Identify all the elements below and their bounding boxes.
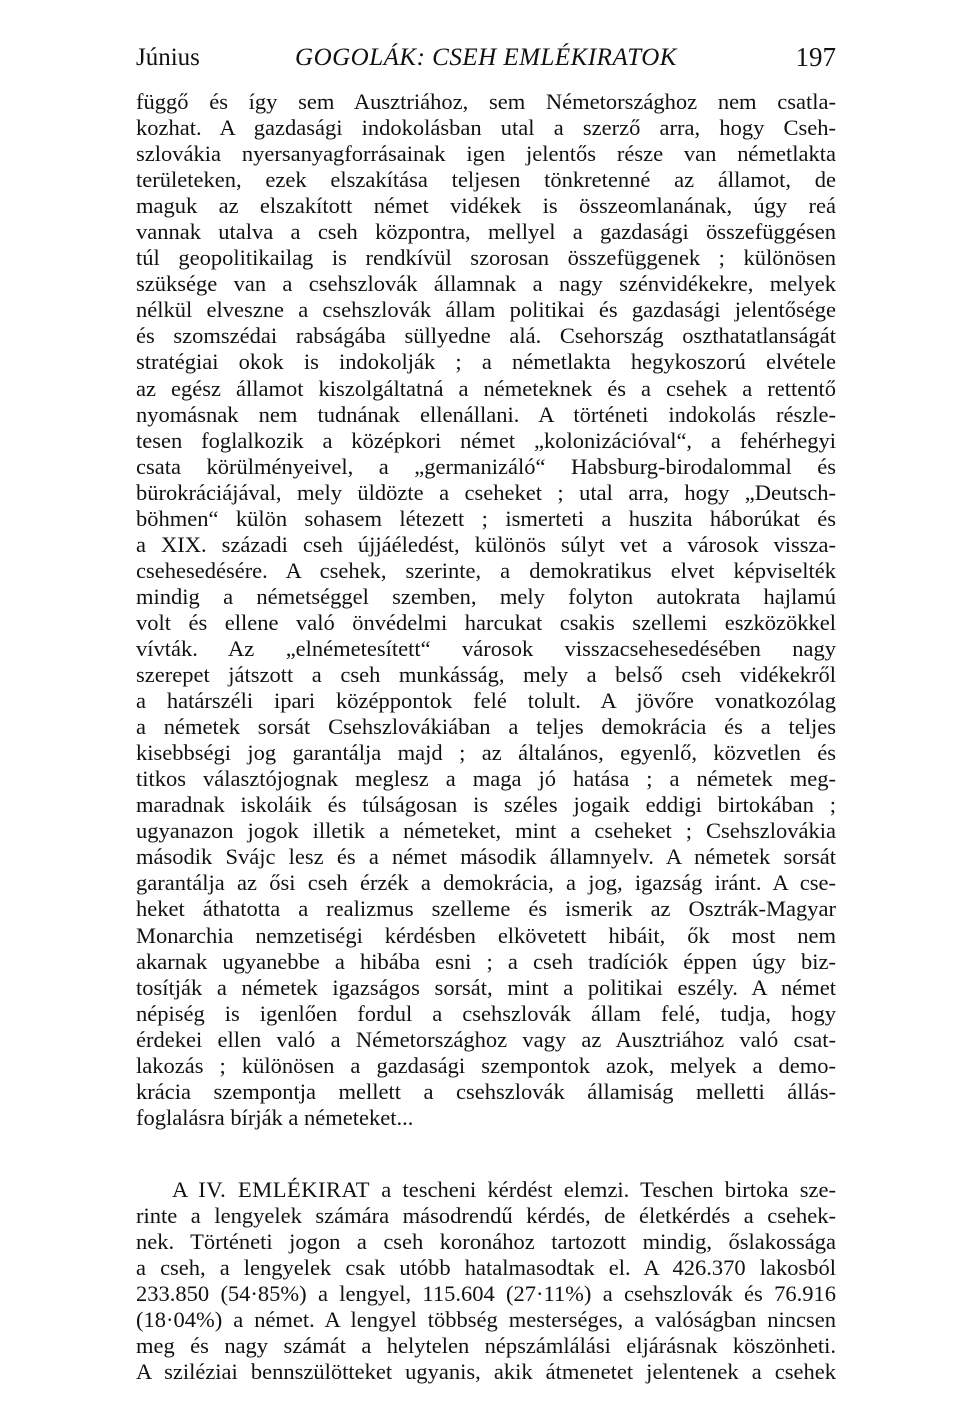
text-line: a németek sorsát Csehszlovákiában a teljes demokrácia és a teljes (136, 714, 836, 740)
text-line: és szomszédai rabságába süllyedne alá. Csehország oszthatatlanságát (136, 323, 836, 349)
text-line: heket áthatotta a realizmus szelleme és ismerik az Osztrák-Magyar (136, 896, 836, 922)
text-line: garantálja az ősi cseh érzék a demokrácia, a jog, igazság iránt. A cse- (136, 870, 836, 896)
text-line: függő és így sem Ausztriához, sem Németországhoz nem csatla- (136, 89, 836, 114)
text-line: kozhat. A gazdasági indokolásban utal a szerző arra, hogy Cseh- (136, 115, 836, 141)
text-line: nyomásnak nem tudnának ellenállani. A történeti indokolás részle- (136, 401, 836, 427)
text-line: második Svájc lesz és a német második államnyelv. A németek sorsát (136, 844, 836, 870)
text-line: tesen foglalkozik a középkori német „kolonizációval“, a fehérhegyi (136, 427, 836, 453)
paragraph-2 (136, 1177, 836, 1385)
text-line: 233.850 (54·85%) a lengyel, 115.604 (27·11%) a csehszlovák és 76.916 (136, 1281, 836, 1307)
text-line: a cseh, a lengyelek csak utóbb hatalmasodtak el. A 426.370 lakosból (136, 1255, 836, 1281)
text-line: területeken, ezek elszakítása teljesen tönkretenné az államot, de (136, 167, 836, 193)
line-lead: A (172, 1177, 199, 1202)
text-line: böhmen“ külön sohasem létezett ; ismerteti a huszita háborúkat és (136, 505, 836, 531)
text-line: nek. Történeti jogon a cseh koronához tartozott mindig, őslakossága (136, 1229, 836, 1255)
memoir-heading: IV. EMLÉKIRAT (198, 1177, 370, 1202)
text-line: csehesedésére. A csehek, szerinte, a demokratikus elvet képviselték (136, 557, 836, 583)
text-line: titkos választójognak meglesz a maga jó hatása ; a németek meg- (136, 766, 836, 792)
text-line: Monarchia nemzetiségi kérdésben elkövetett hibáit, ők most nem (136, 922, 836, 948)
text-line: csata körülményeivel, a „germanizáló“ Habsburg-birodalommal és (136, 453, 836, 479)
text-line: szüksége van a csehszlovák államnak a nagy szénvidékekre, melyek (136, 271, 836, 297)
text-line: szlovákia nyersanyagforrásainak igen jelentős része van németlakta (136, 141, 836, 167)
text-line: lakozás ; különösen a gazdasági szempontok azok, melyek a demo- (136, 1052, 836, 1078)
text-line: vívták. Az „elnémetesített“ városok visszacsehesedésében nagy (136, 635, 836, 661)
paragraph-1 (136, 89, 836, 1131)
text-line: mindig a németséggel szemben, mely folyton autokrata hajlamú (136, 583, 836, 609)
text-line: maradnak iskoláik és túlságosan is széles jogaik eddigi birtokában ; (136, 792, 836, 818)
text-line: ugyanazon jogok illetik a németeket, mint a cseheket ; Csehszlovákia (136, 818, 836, 844)
text-line: volt és ellene való önvédelmi harcukat csakis szellemi eszközökkel (136, 609, 836, 635)
text-line: az egész államot kiszolgáltatná a németeknek és a csehek a rettentő (136, 375, 836, 401)
text-line: A sziléziai bennszülötteket ugyanis, akik átmenetet jelentenek a csehek (136, 1359, 836, 1385)
text-line: foglalásra bírják a németeket... (136, 1104, 414, 1130)
text-line: tosítják a németek igazságos sorsát, mint a politikai eszély. A német (136, 974, 836, 1000)
line-rest: a tescheni kérdést elemzi. Teschen birtoka sze- (370, 1177, 837, 1202)
text-line: krácia szempontja mellett a csehszlovák államiság melletti állás- (136, 1078, 836, 1104)
text-line: a határszéli ipari középpontok felé tolult. A jövőre vonatkozólag (136, 688, 836, 714)
text-line: vannak utalva a cseh központra, mellyel a gazdasági összefüggésen (136, 219, 836, 245)
text-line: túl geopolitikailag is rendkívül szorosan összefüggenek ; különösen (136, 245, 836, 271)
text-line: akarnak ugyanebbe a hibába esni ; a cseh tradíciók éppen úgy biz- (136, 948, 836, 974)
text-line: meg és nagy számát a helytelen népszámlálási eljárásnak köszönheti. (136, 1333, 836, 1359)
text-line: kisebbségi jog garantálja majd ; az általános, egyenlő, közvetlen és (136, 740, 836, 766)
text-line: szerepet játszott a cseh munkásság, mely a belső cseh vidékekről (136, 662, 836, 688)
running-head (136, 38, 836, 78)
header-month: Június (136, 44, 200, 71)
text-line: népiség is igenlően fordul a csehszlovák állam felé, tudja, hogy (136, 1000, 836, 1026)
text-line: stratégiai okok is indokolják ; a németlakta hegykoszorú elvétele (136, 349, 836, 375)
text-line: érdekei ellen való a Németországhoz vagy az Ausztriához való csat- (136, 1026, 836, 1052)
text-line (136, 1177, 836, 1203)
page-number: 197 (795, 42, 836, 72)
text-line: a XIX. századi cseh újjáéledést, különös súlyt vet a városok vissza- (136, 531, 836, 557)
text-line: (18·04%) a német. A lengyel többség mesterséges, a valóságban nincsen (136, 1307, 836, 1333)
header-title: GOGOLÁK: CSEH EMLÉKIRATOK (295, 44, 677, 71)
text-line: nélkül elveszne a csehszlovák állam politikai és gazdasági jelentősége (136, 297, 836, 323)
text-line: maguk az elszakított német vidékek is összeomlanának, úgy reá (136, 193, 836, 219)
text-line: bürokráciájával, mely üldözte a cseheket ; utal arra, hogy „Deutsch- (136, 479, 836, 505)
text-line: rinte a lengyelek számára másodrendű kérdés, de életkérdés a csehek- (136, 1203, 836, 1229)
